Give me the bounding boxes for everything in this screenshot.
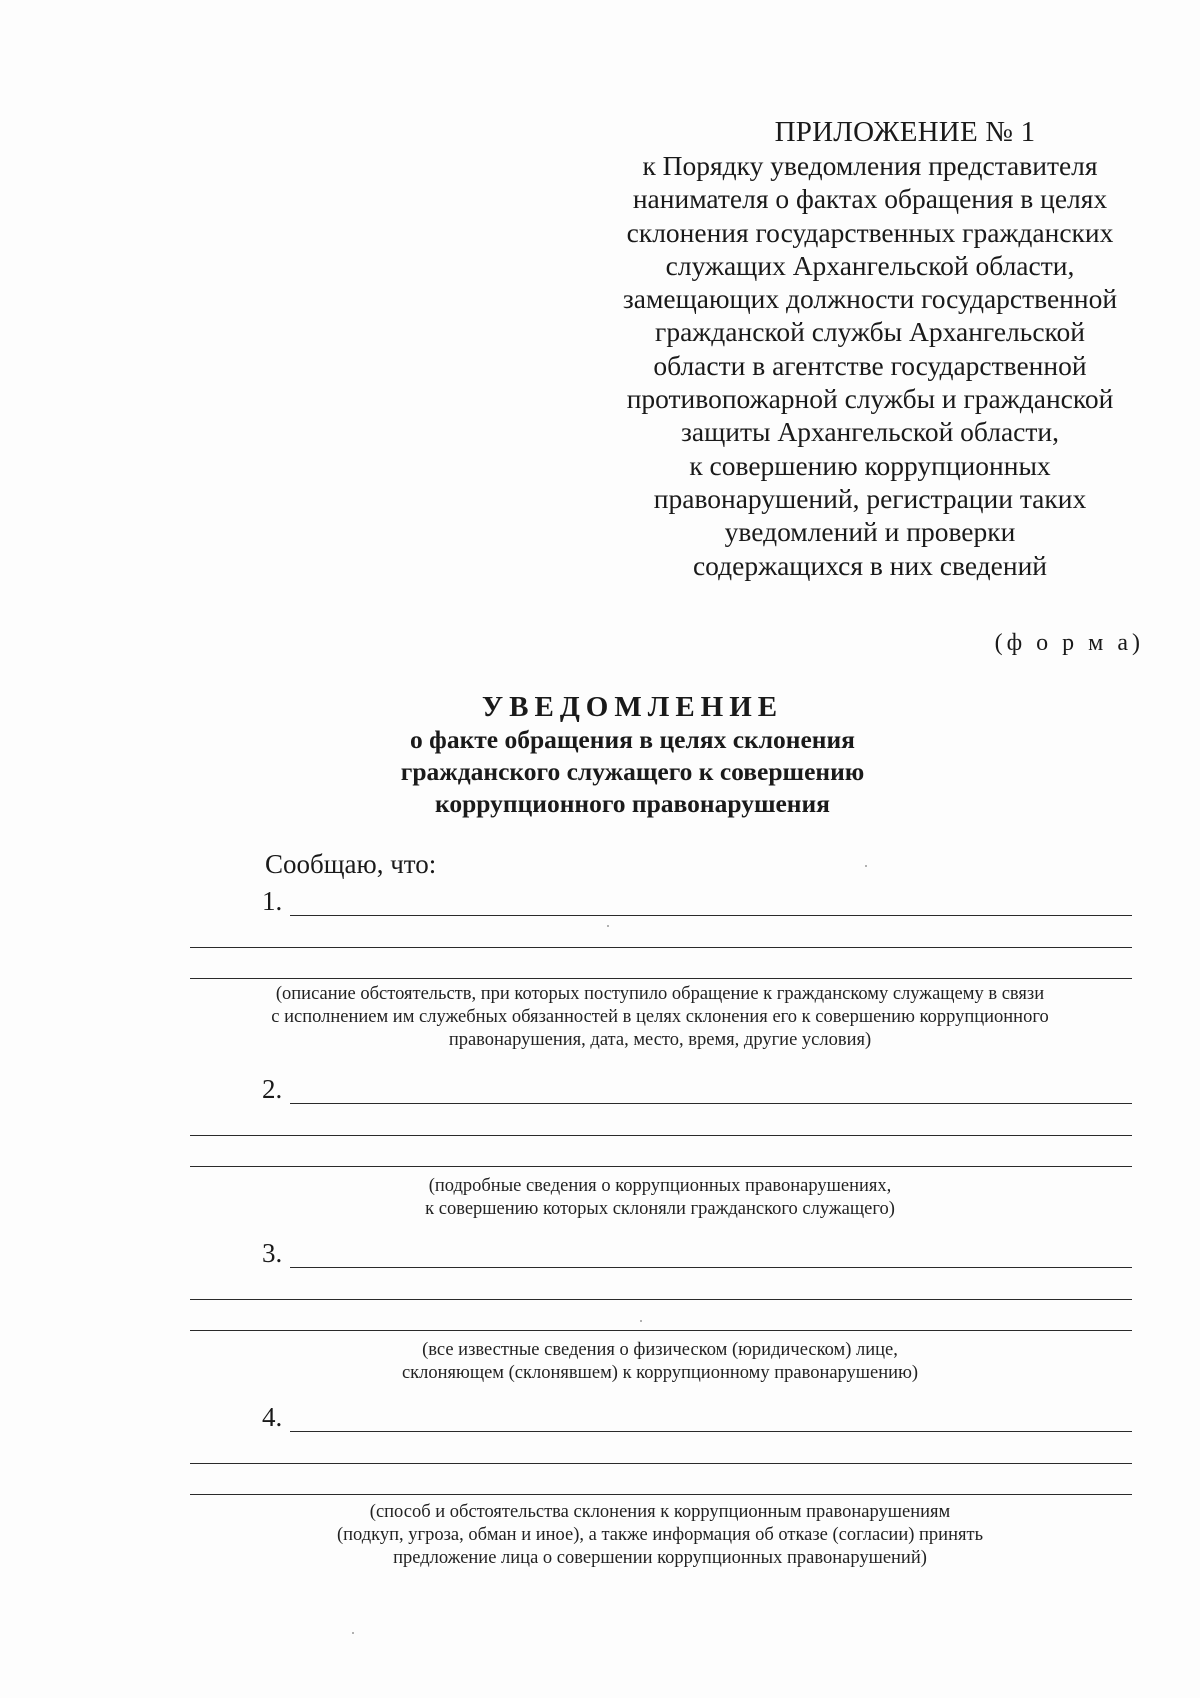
document-subtitle-line: о факте обращения в целях склонения [410, 725, 855, 754]
appendix-line: к Порядку уведомления представителя [642, 150, 1098, 181]
fill-in-line[interactable] [290, 1431, 1132, 1432]
appendix-line: гражданской службы Архангельской [655, 316, 1085, 348]
appendix-line: области в агентстве государственной [653, 349, 1087, 381]
document-title: УВЕДОМЛЕНИЕ [481, 691, 784, 723]
item-number: 1. [262, 886, 283, 916]
fill-in-line[interactable] [190, 1166, 1132, 1167]
caption-line: (все известные сведения о физическом (юридическом) лице, [422, 1340, 898, 1360]
caption-line: (подробные сведения о коррупционных правонарушениях, [428, 1176, 892, 1196]
fill-in-line[interactable] [190, 947, 1132, 948]
item-caption [190, 1339, 1130, 1385]
fill-in-line[interactable] [190, 1299, 1132, 1300]
caption-line: (описание обстоятельств, при которых поступило обращение к гражданскому служащему в связи [275, 984, 1045, 1004]
item-number: 2. [262, 1074, 283, 1104]
item-number: 3. [262, 1238, 283, 1268]
fill-in-line[interactable] [190, 1135, 1132, 1136]
document-subtitle-line: гражданского служащего к совершению [400, 757, 865, 786]
item-number: 4. [262, 1402, 283, 1432]
appendix-line: содержащихся в них сведений [692, 549, 1048, 581]
caption-line: с исполнением им служебных обязанностей в целях склонения его к совершению коррупционного [271, 1007, 1049, 1027]
caption-line: к совершению которых склоняли гражданского служащего) [425, 1199, 895, 1219]
item-caption [190, 1501, 1130, 1570]
item-caption [190, 1175, 1130, 1221]
item-caption [190, 983, 1130, 1052]
appendix-line: склонения государственных гражданских [626, 216, 1114, 248]
caption-line: правонарушения, дата, место, время, другие условия) [448, 1030, 872, 1050]
appendix-line: уведомлений и проверки [724, 516, 1016, 548]
appendix-line: к совершению коррупционных [689, 449, 1051, 481]
document-title-block [0, 690, 1200, 820]
document-subtitle-line: коррупционного правонарушения [435, 789, 830, 818]
appendix-line: противопожарной службы и гражданской [626, 383, 1114, 415]
caption-line: (подкуп, угроза, обман и иное), а также информация об отказе (согласии) принять [336, 1525, 984, 1545]
scan-speck [640, 1320, 642, 1322]
scan-speck [865, 865, 867, 867]
appendix-title: ПРИЛОЖЕНИЕ № 1 [774, 116, 1036, 148]
caption-line: предложение лица о совершении коррупционных правонарушений) [393, 1548, 927, 1568]
fill-in-line[interactable] [190, 978, 1132, 979]
intro-text: Сообщаю, что: [265, 849, 437, 879]
fill-in-line[interactable] [190, 1330, 1132, 1331]
caption-line: (способ и обстоятельства склонения к коррупционным правонарушениям [369, 1502, 951, 1522]
scan-speck [352, 1632, 354, 1634]
fill-in-line[interactable] [290, 1103, 1132, 1104]
form-mark: (ф о р м а) [994, 630, 1144, 656]
scan-speck [607, 925, 609, 927]
appendix-header [600, 115, 1140, 582]
appendix-line: нанимателя о фактах обращения в целях [632, 183, 1108, 215]
fill-in-line[interactable] [290, 1267, 1132, 1268]
appendix-line: правонарушений, регистрации таких [653, 482, 1087, 514]
appendix-line: замещающих должности государственной [622, 283, 1118, 315]
appendix-line: защиты Архангельской области, [681, 416, 1059, 448]
fill-in-line[interactable] [290, 915, 1132, 916]
appendix-line: служащих Архангельской области, [665, 249, 1075, 281]
fill-in-line[interactable] [190, 1463, 1132, 1464]
fill-in-line[interactable] [190, 1494, 1132, 1495]
caption-line: склоняющем (склонявшем) к коррупционному правонарушению) [401, 1363, 919, 1383]
